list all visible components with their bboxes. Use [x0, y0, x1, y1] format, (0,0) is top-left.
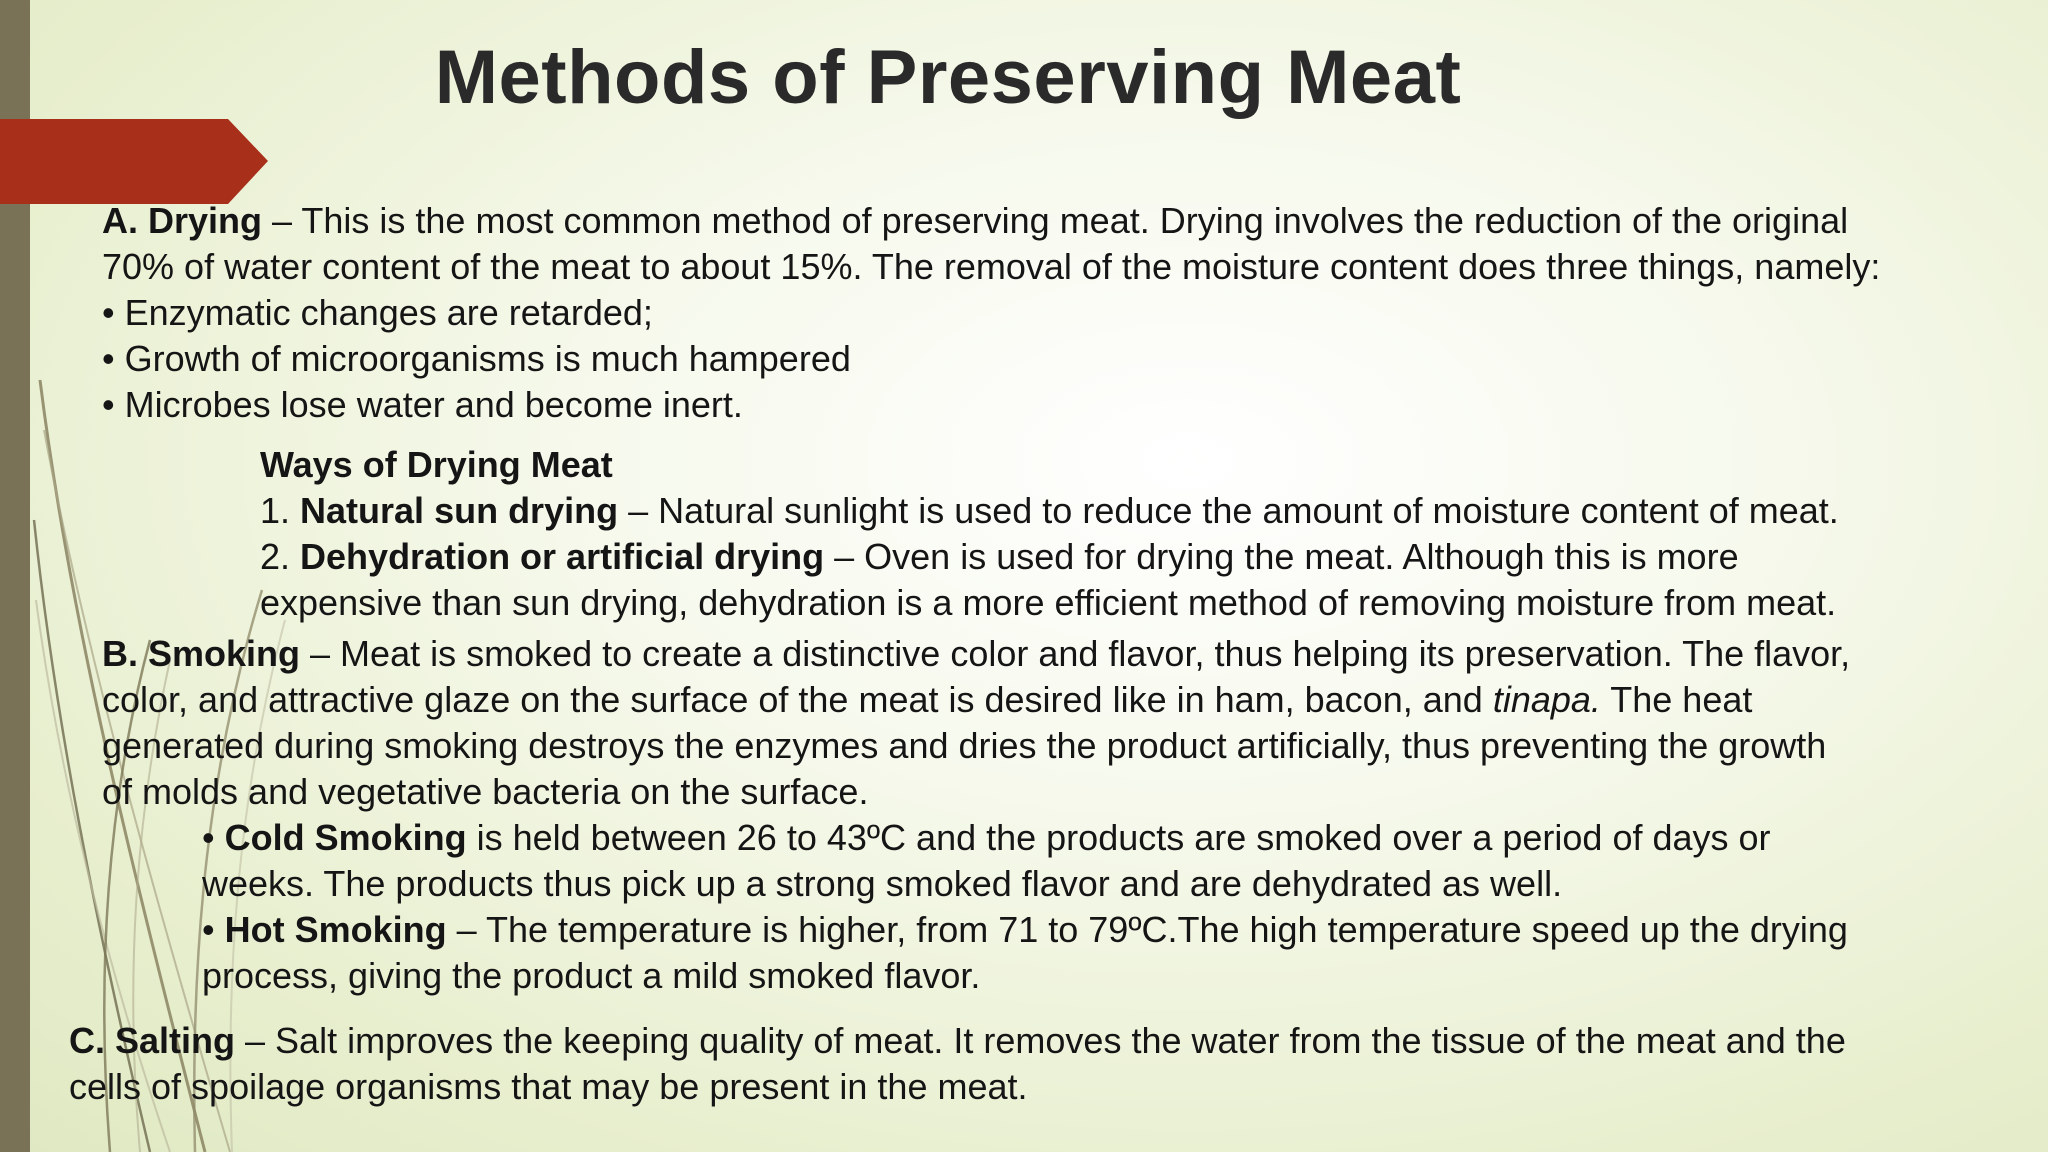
ways-of-drying — [260, 442, 1839, 626]
hot-smoking-item: • Hot Smoking – The temperature is higher, from 71 to 79ºC.The high temperature speed up the drying — [202, 909, 1848, 950]
cold-smoking-item: • Cold Smoking is held between 26 to 43ºC and the products are smoked over a period of days or — [202, 817, 1771, 858]
way-dehydration-label: Dehydration or artificial drying — [300, 536, 825, 577]
hot-smoking-label: Hot Smoking — [224, 909, 447, 950]
way-natural-sun-drying-label: Natural sun drying — [300, 490, 619, 531]
section-drying — [102, 198, 1880, 428]
smoking-line-4: of molds and vegetative bacteria on the surface. — [102, 771, 869, 812]
section-smoking — [102, 631, 1850, 815]
smoking-label: B. Smoking — [102, 633, 301, 674]
way-natural-sun-drying: 1. Natural sun drying – Natural sunlight is used to reduce the amount of moisture content of meat. — [260, 490, 1839, 531]
hot-smoking-line-2: process, giving the product a mild smoked flavor. — [202, 955, 981, 996]
salting-label: C. Salting — [69, 1020, 236, 1061]
page-title: Methods of Preserving Meat — [434, 35, 1462, 120]
smoking-line-2: color, and attractive glaze on the surface of the meat is desired like in ham, bacon, and tinapa. The heat — [102, 679, 1753, 720]
ways-of-drying-heading: Ways of Drying Meat — [260, 444, 613, 485]
salting-line-2: cells of spoilage organisms that may be present in the meat. — [69, 1066, 1028, 1107]
drying-intro-line-2: 70% of water content of the meat to about 15%. The removal of the moisture content does three things, namely: — [102, 246, 1881, 287]
drying-label: A. Drying — [102, 200, 263, 241]
cold-smoking-line-2: weeks. The products thus pick up a strong smoked flavor and are dehydrated as well. — [202, 863, 1563, 904]
cold-smoking-label: Cold Smoking — [224, 817, 467, 858]
salting-intro-line: C. Salting – Salt improves the keeping quality of meat. It removes the water from the tissue of the meat and the — [69, 1020, 1846, 1061]
drying-bullet: • Growth of microorganisms is much hampered — [102, 338, 851, 379]
drying-intro-text: – This is the most common method of preserving meat. Drying involves the reduction of the original — [262, 200, 1849, 241]
section-salting — [69, 1018, 1846, 1110]
smoking-line-3: generated during smoking destroys the enzymes and dries the product artificially, thus preventing the growth — [102, 725, 1827, 766]
way-dehydration-line-2: expensive than sun drying, dehydration is a more efficient method of removing moisture from meat. — [260, 582, 1837, 623]
drying-bullet: • Microbes lose water and become inert. — [102, 384, 743, 425]
way-dehydration: 2. Dehydration or artificial drying – Oven is used for drying the meat. Although this is more — [260, 536, 1739, 577]
smoking-types — [202, 815, 1848, 999]
drying-intro-line — [102, 198, 1880, 244]
tinapa-term: tinapa. — [1492, 679, 1601, 720]
drying-bullet: • Enzymatic changes are retarded; — [102, 292, 653, 333]
smoking-intro-line: B. Smoking – Meat is smoked to create a distinctive color and flavor, thus helping its preservation. The flavor, — [102, 633, 1851, 674]
